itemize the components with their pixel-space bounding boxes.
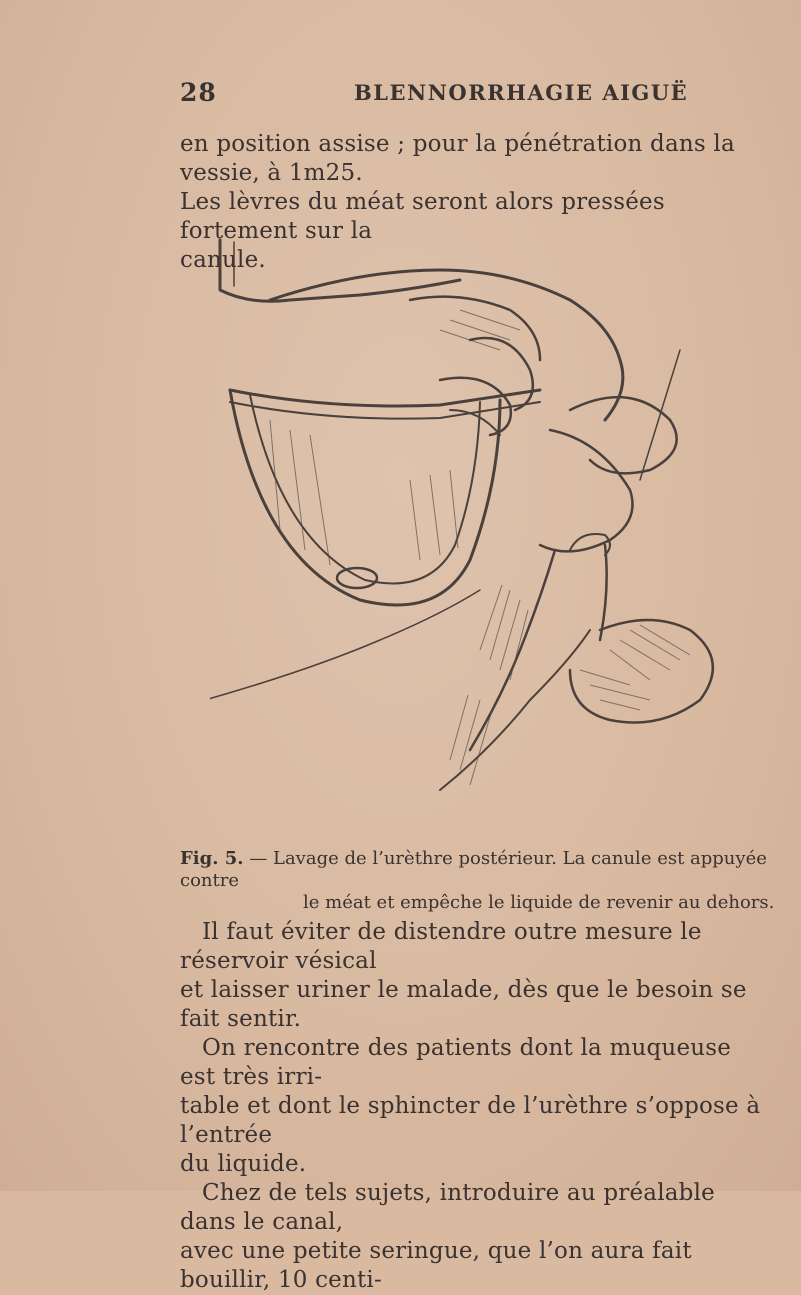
- shaft-right: [600, 545, 607, 640]
- hatching-7: [410, 470, 458, 560]
- figure-label: Fig. 5.: [180, 848, 244, 869]
- text-line: [180, 918, 770, 976]
- running-title: BLENNORRHAGIE AIGUË: [354, 80, 689, 105]
- hatching-1: [480, 585, 528, 680]
- thigh: [440, 630, 590, 790]
- figure-caption: [180, 848, 780, 914]
- finger-4: [450, 410, 500, 435]
- text-line-content: Il faut éviter de distendre outre mesure le réservoir vésical: [180, 919, 702, 974]
- text-line-content: Chez de tels sujets, introduire au préalable dans le canal,: [180, 1180, 715, 1235]
- hatching-4: [450, 695, 492, 785]
- text-line: canule.: [180, 247, 266, 273]
- text-line: Les lèvres du méat seront alors pressées fortement sur la: [180, 189, 665, 244]
- text-line: et laisser uriner le malade, dès que le besoin se fait sentir.: [180, 977, 747, 1032]
- text-line: table et dont le sphincter de l’urèthre s’oppose à l’entrée: [180, 1093, 761, 1148]
- page-header: [180, 78, 740, 114]
- hand-back: [270, 270, 623, 420]
- thumb: [570, 397, 677, 473]
- tube-junction: [337, 568, 377, 588]
- page-number: 28: [180, 78, 217, 107]
- text-line: [180, 1179, 770, 1237]
- text-line: avec une petite seringue, que l’on aura fait bouillir, 10 centi-: [180, 1238, 692, 1293]
- paragraph-bottom: [180, 918, 770, 1295]
- tube-loop-inner: [250, 395, 480, 583]
- wrist: [640, 350, 680, 480]
- hatching-2: [610, 625, 690, 680]
- figure-illustration: [210, 230, 780, 840]
- hose-upper: [230, 390, 540, 406]
- caption-line: le méat et empêche le liquide de revenir au dehors.: [303, 892, 775, 913]
- tube-base: [210, 590, 480, 700]
- caption-line: Lavage de l’urèthre postérieur. La canule est appuyée contre: [180, 848, 767, 891]
- text-line: du liquide.: [180, 1151, 307, 1177]
- hatching-3: [580, 670, 650, 710]
- scrotum: [570, 620, 713, 723]
- text-line: en position assise ; pour la pénétration dans la vessie, à 1m25.: [180, 131, 735, 186]
- text-line-content: On rencontre des patients dont la muqueuse est très irri-: [180, 1035, 732, 1090]
- hatching-6: [270, 420, 330, 565]
- text-line: [180, 1034, 770, 1092]
- palm: [540, 430, 633, 551]
- caption-dash: —: [243, 848, 273, 869]
